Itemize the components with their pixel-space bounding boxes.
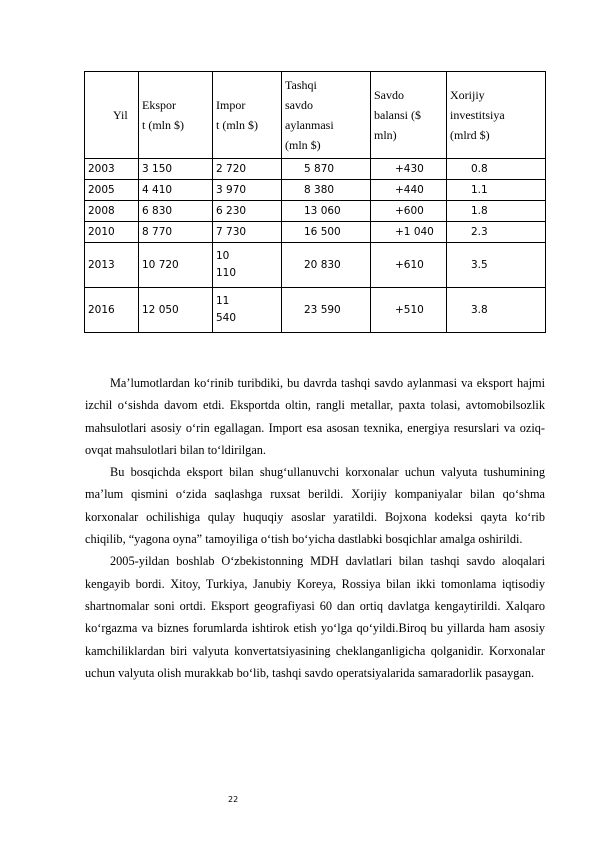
trade-statistics-table: [84, 71, 546, 333]
cell-export: 12 050: [139, 288, 213, 333]
header-investment: Xorijiy investitsiya (mlrd $): [447, 72, 546, 159]
header-export: Ekspor t (mln $): [139, 72, 213, 159]
paragraph: 2005-yildan boshlab O‘zbekistonning MDH davlatlari bilan tashqi savdo aloqalari kengayib bordi. Xitoy, Turkiya, Janubiy Koreya, Rossiya bilan ikki tomonlama iqtisodiy shartnomalar soni ortdi. Eksport geografiyasi 60 dan ortiq davlatga kengaytirildi. Xalqaro ko‘rgazma va biznes forumlarda ishtirok etish yo‘lga qo‘yildi.Biroq bu yillarda ham asosiy kamchiliklardan biri valyuta konvertatsiyasining cheklanganligicha qolganidir. Korxonalar uchun valyuta olish murakkab bo‘lib, tashqi savdo operatsiyalarida samaradorlik pasaygan.: [85, 554, 545, 680]
cell-balance: +430: [371, 159, 447, 180]
cell-investment: 1.1: [447, 180, 546, 201]
table-row: [85, 180, 546, 201]
cell-year: 2008: [85, 201, 139, 222]
header-turnover: Tashqi savdo aylanmasi (mln $): [282, 72, 371, 159]
table-row: [85, 201, 546, 222]
table-row: [85, 243, 546, 288]
cell-turnover: 23 590: [282, 288, 371, 333]
cell-year: 2016: [85, 288, 139, 333]
cell-export: 10 720: [139, 243, 213, 288]
header-import: Impor t (mln $): [213, 72, 282, 159]
cell-export: 8 770: [139, 222, 213, 243]
cell-year: 2010: [85, 222, 139, 243]
cell-turnover: 13 060: [282, 201, 371, 222]
header-year: Yil: [85, 72, 139, 159]
cell-export: 4 410: [139, 180, 213, 201]
cell-import: 3 970: [213, 180, 282, 201]
table-row: [85, 159, 546, 180]
header-balance: Savdo balansi ($ mln): [371, 72, 447, 159]
cell-balance: +610: [371, 243, 447, 288]
cell-investment: 3.8: [447, 288, 546, 333]
cell-investment: 0.8: [447, 159, 546, 180]
cell-import: 2 720: [213, 159, 282, 180]
cell-turnover: 8 380: [282, 180, 371, 201]
cell-year: 2005: [85, 180, 139, 201]
page-number: 22: [228, 795, 239, 804]
table-header-row: [85, 72, 546, 159]
cell-turnover: 5 870: [282, 159, 371, 180]
body-text: [85, 372, 545, 684]
cell-import: 10 110: [213, 243, 282, 288]
table-row: [85, 222, 546, 243]
cell-turnover: 16 500: [282, 222, 371, 243]
cell-turnover: 20 830: [282, 243, 371, 288]
cell-balance: +440: [371, 180, 447, 201]
cell-balance: +600: [371, 201, 447, 222]
cell-export: 3 150: [139, 159, 213, 180]
cell-investment: 1.8: [447, 201, 546, 222]
cell-export: 6 830: [139, 201, 213, 222]
cell-balance: +1 040: [371, 222, 447, 243]
cell-import: 11 540: [213, 288, 282, 333]
cell-balance: +510: [371, 288, 447, 333]
cell-year: 2003: [85, 159, 139, 180]
cell-import: 6 230: [213, 201, 282, 222]
paragraph: Bu bosqichda eksport bilan shug‘ullanuvchi korxonalar uchun valyuta tushumining ma’lum qismini o‘zida saqlashga ruxsat berildi. Xorijiy kompaniyalar bilan qo‘shma korxonalar ochilishiga qulay huquqiy asoslar yaratildi. Bojxona kodeksi qayta ko‘rib chiqilib, “yagona oyna” tamoyiliga o‘tish bo‘yicha dastlabki bosqichlar amalga oshirildi.: [85, 465, 545, 547]
cell-investment: 2.3: [447, 222, 546, 243]
table-row: [85, 288, 546, 333]
paragraph: Ma’lumotlardan ko‘rinib turibdiki, bu davrda tashqi savdo aylanmasi va eksport hajmi izchil o‘sishda davom etdi. Eksportda oltin, rangli metallar, paxta tolasi, avtomobilsozlik mahsulotlari asosiy o‘rin egallagan. Import esa asosan texnika, energiya resurslari va oziq-ovqat mahsulotlari bilan to‘ldirilgan.: [85, 376, 545, 457]
cell-investment: 3.5: [447, 243, 546, 288]
cell-import: 7 730: [213, 222, 282, 243]
cell-year: 2013: [85, 243, 139, 288]
